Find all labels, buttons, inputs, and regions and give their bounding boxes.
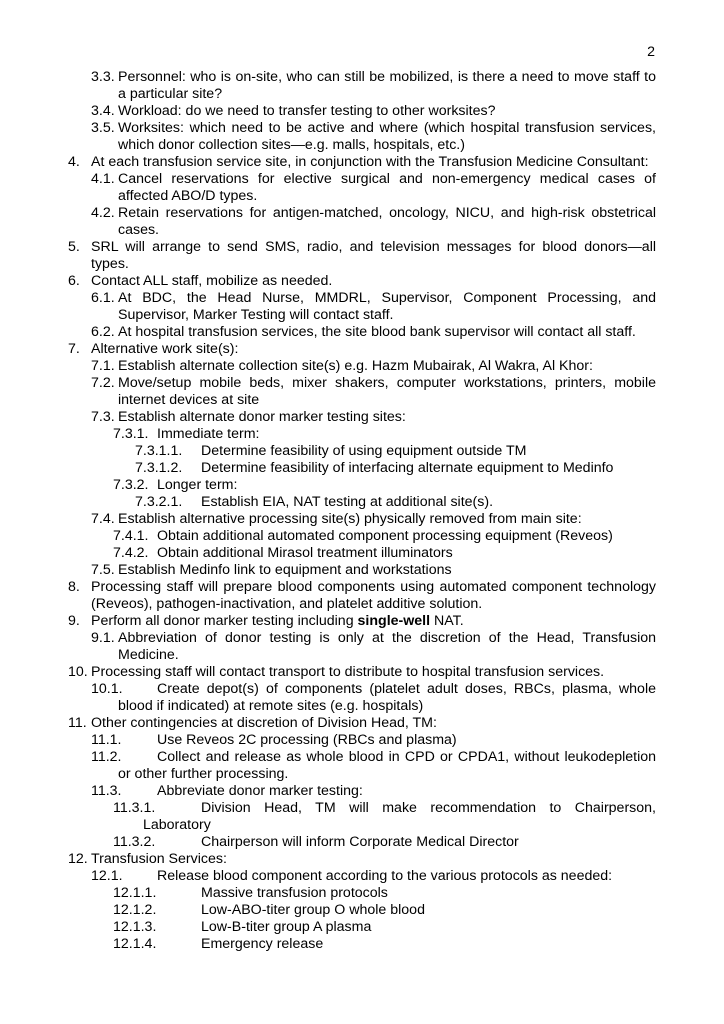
item-number: 12.1.4. — [113, 936, 157, 952]
item-number: 11. — [68, 715, 87, 731]
list-item-3-4 — [0, 103, 724, 120]
item-number: 7.3.1.1. — [135, 443, 183, 459]
item-text: Establish EIA, NAT testing at additional site(s). — [201, 494, 494, 510]
item-number: 7.3. — [91, 409, 115, 425]
item-number: 6.2. — [91, 324, 115, 340]
list-item-7-4-1 — [0, 528, 724, 545]
list-item-12 — [0, 851, 724, 868]
list-item-7-3-1-1 — [0, 443, 724, 460]
item-text-pre: Perform all donor marker testing including — [91, 613, 358, 629]
list-item-4 — [0, 154, 724, 171]
item-number: 11.1. — [91, 732, 122, 748]
list-item-6 — [0, 273, 724, 290]
item-text: Workload: do we need to transfer testing to other worksites? — [118, 103, 496, 119]
item-number: 7.4. — [91, 511, 115, 527]
item-text: Personnel: who is on-site, who can still be mobilized, is there a need to move staff to a particular site? — [118, 69, 656, 102]
item-text: Longer term: — [157, 477, 238, 493]
item-number: 6.1. — [91, 290, 115, 306]
item-text: Obtain additional Mirasol treatment illuminators — [157, 545, 453, 561]
item-text: Determine feasibility of interfacing alternate equipment to Medinfo — [201, 460, 614, 476]
item-number: 7. — [68, 341, 80, 357]
item-text: Abbreviation of donor testing is only at the discretion of the Head, Transfusion Medicine. — [118, 630, 656, 663]
emphasis-single-well: single-well — [357, 613, 431, 629]
list-item-7-3 — [0, 409, 724, 426]
item-text: Processing staff will contact transport to distribute to hospital transfusion services. — [91, 664, 605, 680]
list-item-7 — [0, 341, 724, 358]
list-item-6-1 — [0, 290, 724, 324]
list-item-11-3 — [0, 783, 724, 800]
item-text: Transfusion Services: — [91, 851, 227, 867]
item-text: Other contingencies at discretion of Division Head, TM: — [91, 715, 437, 731]
item-number: 3.5. — [91, 120, 115, 136]
list-item-3-5 — [0, 120, 724, 154]
item-number: 4.1. — [91, 171, 115, 187]
item-text: Abbreviate donor marker testing: — [157, 783, 363, 799]
item-text: Determine feasibility of using equipment outside TM — [201, 443, 527, 459]
item-number: 12.1.2. — [113, 902, 157, 918]
item-text: Worksites: which need to be active and where (which hospital transfusion services, which donor collection sites—e.g. malls, hospitals, etc.) — [118, 120, 656, 153]
list-item-10 — [0, 664, 724, 681]
item-number: 10.1. — [91, 681, 123, 697]
item-text-post: NAT. — [430, 613, 464, 629]
list-item-11 — [0, 715, 724, 732]
item-number: 11.3.2. — [113, 834, 156, 850]
item-text: Contact ALL staff, mobilize as needed. — [91, 273, 333, 289]
item-text: At hospital transfusion services, the site blood bank supervisor will contact all staff. — [118, 324, 636, 340]
list-item-11-3-1 — [0, 800, 724, 834]
list-item-12-1-2 — [0, 902, 724, 919]
item-text: Establish alternate collection site(s) e.g. Hazm Mubairak, Al Wakra, Al Khor: — [118, 358, 593, 374]
list-item-7-5 — [0, 562, 724, 579]
list-item-8 — [0, 579, 724, 613]
list-item-7-4 — [0, 511, 724, 528]
list-item-10-1 — [0, 681, 724, 715]
list-item-12-1 — [0, 868, 724, 885]
item-number: 7.1. — [91, 358, 115, 374]
item-number: 3.3. — [91, 69, 115, 85]
item-text: Low-ABO-titer group O whole blood — [201, 902, 425, 918]
list-item-7-3-1 — [0, 426, 724, 443]
item-text: At each transfusion service site, in conjunction with the Transfusion Medicine Consultant: — [91, 154, 649, 170]
item-text: Division Head, TM will make recommendation to Chairperson, Laboratory — [143, 800, 656, 833]
item-number: 8. — [68, 579, 80, 595]
item-text: Low-B-titer group A plasma — [201, 919, 372, 935]
item-text: Processing staff will prepare blood components using automated component technology (Reveos), pathogen-inactivation, and platelet additive solution. — [91, 579, 656, 612]
list-item-12-1-4 — [0, 936, 724, 953]
item-number: 7.3.2. — [113, 477, 149, 493]
item-text: Create depot(s) of components (platelet adult doses, RBCs, plasma, whole blood if indicated) at remote sites (e.g. hospitals) — [118, 681, 656, 714]
item-number: 11.3. — [91, 783, 122, 799]
page-number: 2 — [647, 44, 655, 60]
item-text: Obtain additional automated component processing equipment (Reveos) — [157, 528, 613, 544]
item-text: Collect and release as whole blood in CPD or CPDA1, without leukodepletion or other further processing. — [118, 749, 656, 782]
item-text: Emergency release — [201, 936, 324, 952]
item-text: SRL will arrange to send SMS, radio, and television messages for blood donors—all types. — [91, 239, 656, 272]
item-number: 4. — [68, 154, 80, 170]
list-item-11-1 — [0, 732, 724, 749]
list-item-7-3-2-1 — [0, 494, 724, 511]
list-item-7-3-1-2 — [0, 460, 724, 477]
list-item-4-2 — [0, 205, 724, 239]
item-number: 6. — [68, 273, 80, 289]
item-text: Establish alternate donor marker testing sites: — [118, 409, 406, 425]
item-number: 12. — [68, 851, 88, 867]
item-number: 12.1. — [91, 868, 123, 884]
item-text: Release blood component according to the various protocols as needed: — [157, 868, 613, 884]
list-item-7-2 — [0, 375, 724, 409]
item-number: 12.1.1. — [113, 885, 157, 901]
list-item-7-4-2 — [0, 545, 724, 562]
item-text: Cancel reservations for elective surgical and non-emergency medical cases of affected ABO/D types. — [118, 171, 656, 204]
item-text: Immediate term: — [157, 426, 260, 442]
item-number: 7.3.1.2. — [135, 460, 183, 476]
item-text: Retain reservations for antigen-matched, oncology, NICU, and high-risk obstetrical cases. — [118, 205, 656, 238]
list-item-7-3-2 — [0, 477, 724, 494]
item-text: Use Reveos 2C processing (RBCs and plasma) — [157, 732, 457, 748]
item-number: 4.2. — [91, 205, 115, 221]
item-text — [91, 613, 656, 630]
item-text: Move/setup mobile beds, mixer shakers, computer workstations, printers, mobile internet devices at site — [118, 375, 656, 408]
item-text: At BDC, the Head Nurse, MMDRL, Supervisor, Component Processing, and Supervisor, Marker Testing will contact staff. — [118, 290, 656, 323]
item-number: 7.4.1. — [113, 528, 149, 544]
item-number: 7.2. — [91, 375, 115, 391]
item-number: 9. — [68, 613, 80, 629]
item-number: 5. — [68, 239, 80, 255]
item-number: 3.4. — [91, 103, 115, 119]
item-number: 12.1.3. — [113, 919, 157, 935]
list-item-9-1 — [0, 630, 724, 664]
list-item-12-1-3 — [0, 919, 724, 936]
list-item-6-2 — [0, 324, 724, 341]
list-item-5 — [0, 239, 724, 273]
numbered-list — [0, 69, 724, 953]
list-item-9 — [0, 613, 724, 630]
list-item-7-1 — [0, 358, 724, 375]
item-text: Establish alternative processing site(s) physically removed from main site: — [118, 511, 582, 527]
item-text: Massive transfusion protocols — [201, 885, 388, 901]
item-number: 9.1. — [91, 630, 115, 646]
item-number: 10. — [68, 664, 88, 680]
item-text: Chairperson will inform Corporate Medical Director — [201, 834, 519, 850]
item-text: Alternative work site(s): — [91, 341, 239, 357]
list-item-4-1 — [0, 171, 724, 205]
list-item-3-3 — [0, 69, 724, 103]
list-item-11-3-2 — [0, 834, 724, 851]
item-number: 7.3.1. — [113, 426, 149, 442]
item-number: 11.3.1. — [113, 800, 156, 816]
list-item-11-2 — [0, 749, 724, 783]
item-number: 7.4.2. — [113, 545, 149, 561]
item-number: 7.5. — [91, 562, 115, 578]
list-item-12-1-1 — [0, 885, 724, 902]
item-number: 7.3.2.1. — [135, 494, 183, 510]
item-text: Establish Medinfo link to equipment and workstations — [118, 562, 452, 578]
item-number: 11.2. — [91, 749, 122, 765]
